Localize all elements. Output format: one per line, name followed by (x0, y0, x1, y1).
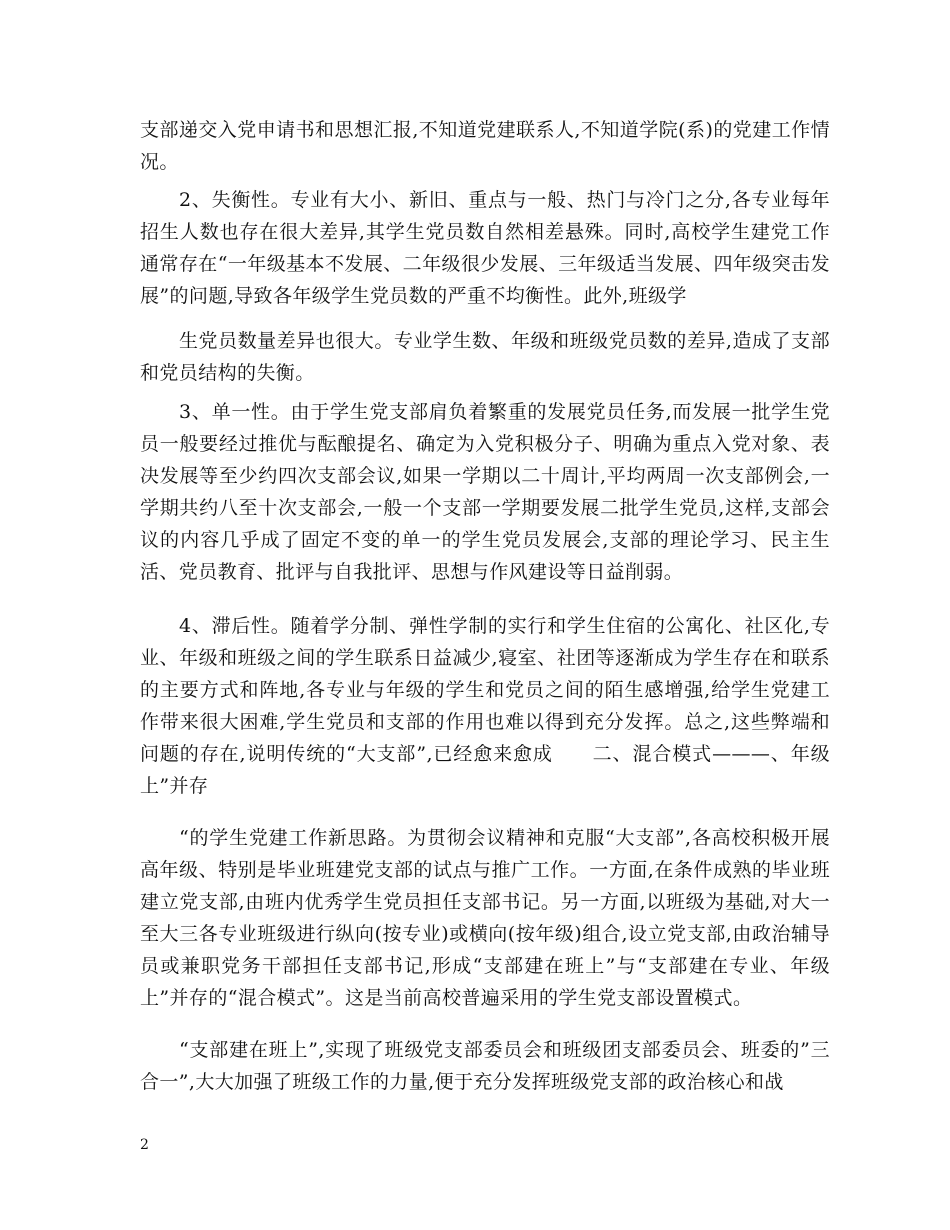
paragraph-6: “的学生党建工作新思路。为贯彻会议精神和克服“大支部”,各高校积极开展高年级、特别是毕业班建党支部的试点与推广工作。一方面,在条件成熟的毕业班建立党支部,由班内优秀学生党员担任支部书记。另一方面,以班级为基础,对大一至大三各专业班级进行纵向(按专业)或横向(按年级)组合,设立党支部,由政治辅导员或兼职党务干部担任支部书记,形成“支部建在班上”与“支部建在专业、年级上”并存的“混合模式”。这是当前高校普遍采用的学生党支部设置模式。 (140, 827, 830, 1009)
page-number: 2 (140, 1137, 149, 1153)
paragraph-1: 支部递交入党申请书和思想汇报,不知道党建联系人,不知道学院(系)的党建工作情况。 (140, 119, 830, 173)
paragraph-7: “支部建在班上”,实现了班级党支部委员会和班级团支部委员会、班委的”三合一”,大大加强了班级工作的力量,便于充分发挥班级党支部的政治核心和战 (140, 1039, 830, 1093)
paragraph-5: 4、滞后性。随着学分制、弹性学制的实行和学生住宿的公寓化、社区化,专业、年级和班级之间的学生联系日益减少,寝室、社团等逐渐成为学生存在和联系的主要方式和阵地,各专业与年级的学生和党员之间的陌生感增强,给学生党建工作带来很大困难,学生党员和支部的作用也难以得到充分发挥。总之,这些弊端和问题的存在,说明传统的“大支部”,已经愈来愈成 二、混合模式———、年级上”并存 (140, 615, 830, 797)
paragraph-2: 2、失衡性。专业有大小、新旧、重点与一般、热门与冷门之分,各专业每年招生人数也存在很大差异,其学生党员数自然相差悬殊。同时,高校学生建党工作通常存在“一年级基本不发展、二年级很少发展、三年级适当发展、四年级突击发展”的问题,导致各年级学生党员数的严重不均衡性。此外,班级学 (140, 189, 830, 307)
paragraph-3: 生党员数量差异也很大。专业学生数、年级和班级党员数的差异,造成了支部和党员结构的失衡。 (140, 330, 830, 384)
paragraph-4: 3、单一性。由于学生党支部肩负着繁重的发展党员任务,而发展一批学生党员一般要经过推优与酝酿提名、确定为入党积极分子、明确为重点入党对象、表决发展等至少约四次支部会议,如果一学期以二十周计,平均两周一次支部例会,一学期共约八至十次支部会,一般一个支部一学期要发展二批学生党员,这样,支部会议的内容几乎成了固定不变的单一的学生党员发展会,支部的理论学习、民主生活、党员教育、批评与自我批评、思想与作风建设等日益削弱。 (140, 401, 830, 583)
